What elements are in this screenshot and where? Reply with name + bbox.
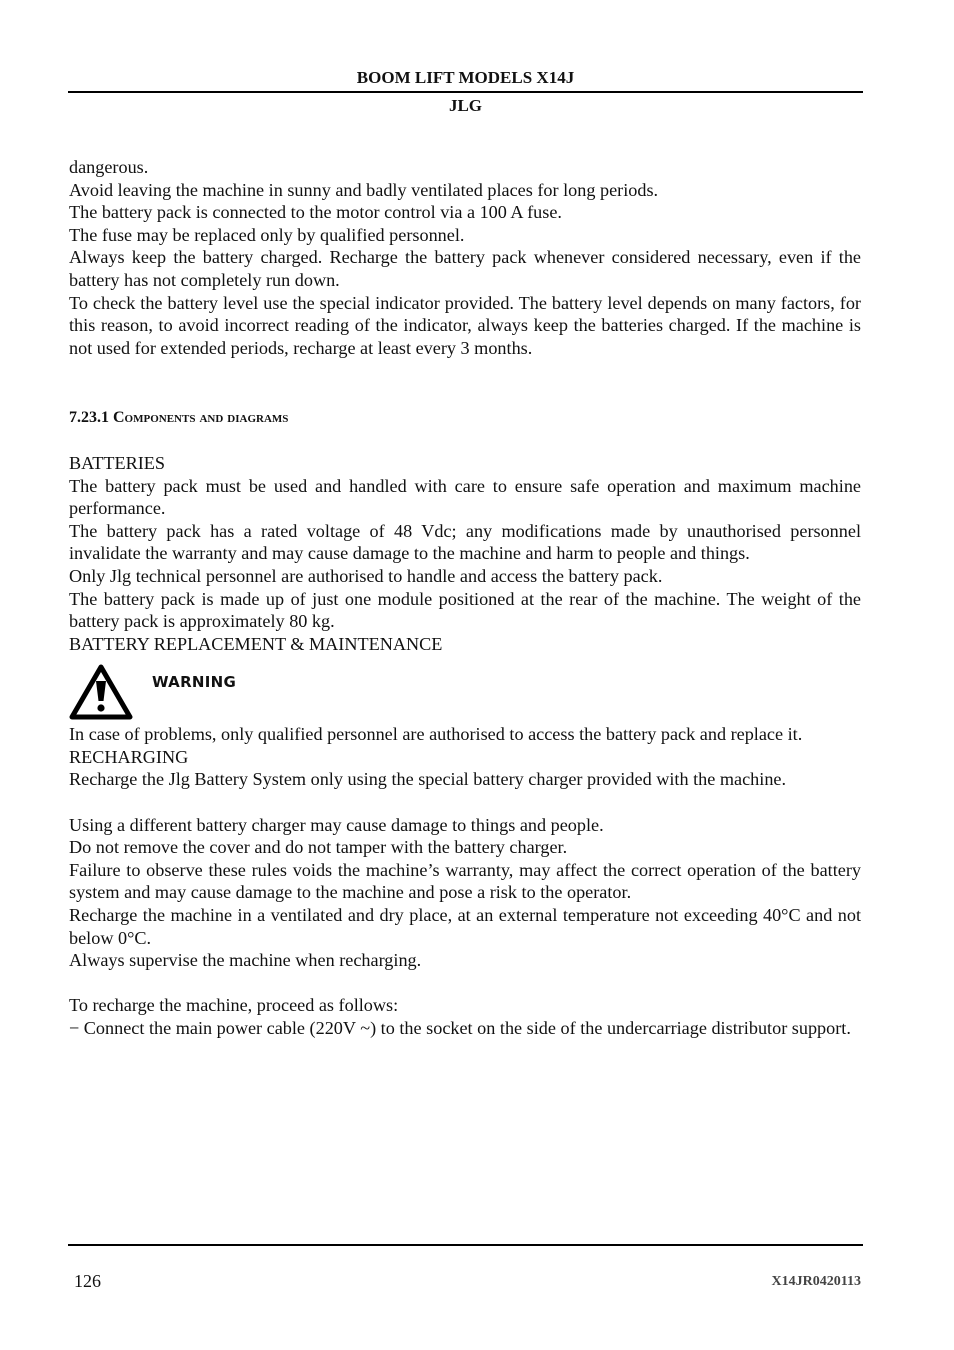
warning-triangle-icon <box>69 664 133 720</box>
footer-divider <box>68 1244 863 1246</box>
paragraph: dangerous. <box>69 157 149 177</box>
paragraph: Recharge the Jlg Battery System only using the special battery charger provided with the machine. <box>69 769 787 790</box>
paragraph: To check the battery level use the special indicator provided. The battery level depends on many factors, for this reason, to avoid incorrect reading of the indicator, always keep the batteries charged. If the machine is not used for extended periods, recharge at least every 3 months. <box>69 292 861 358</box>
paragraph: The battery pack has a rated voltage of 48 Vdc; any modifications made by unauthorised personnel invalidate the warranty and may cause damage to the machine and harm to people and things. <box>69 520 861 564</box>
list-item: − Connect the main power cable (220V ~) to the socket on the side of the undercarriage distributor support. <box>69 1018 851 1038</box>
paragraph: Using a different battery charger may cause damage to things and people. <box>69 814 604 835</box>
subheading-batteries: BATTERIES <box>69 452 165 473</box>
paragraph: Only Jlg technical personnel are authorised to handle and access the battery pack. <box>69 565 663 586</box>
section-number: 7.23.1 <box>69 409 109 427</box>
paragraph: The battery pack is connected to the motor control via a 100 A fuse. <box>69 202 562 223</box>
paragraph: To recharge the machine, proceed as follows: <box>69 995 399 1016</box>
paragraph: Recharge the machine in a ventilated and dry place, at an external temperature not exceeding 40°C and not below 0°C. <box>69 905 861 948</box>
paragraph: In case of problems, only qualified personnel are authorised to access the battery pack and replace it. <box>69 724 803 745</box>
paragraph: Always keep the battery charged. Recharge the battery pack whenever considered necessary, even if the battery has not completely run down. <box>69 247 861 290</box>
page-content <box>69 156 861 1040</box>
paragraph: Always supervise the machine when recharging. <box>69 950 422 971</box>
header-title: BOOM LIFT MODELS X14J <box>356 68 575 87</box>
section-title: Components and diagrams <box>113 409 289 427</box>
document-code: X14JR0420113 <box>771 1274 861 1289</box>
paragraph: Failure to observe these rules voids the machine’s warranty, may affect the correct operation of the battery system and may cause damage to the machine and pose a risk to the operator. <box>69 859 861 903</box>
paragraph: The battery pack is made up of just one module positioned at the rear of the machine. The weight of the battery pack is approximately 80 kg. <box>69 588 861 632</box>
warning-callout <box>69 661 861 723</box>
header-divider <box>68 91 863 93</box>
subheading-recharging: RECHARGING <box>69 746 189 767</box>
subheading-replacement: BATTERY REPLACEMENT & MAINTENANCE <box>69 633 443 654</box>
paragraph: The fuse may be replaced only by qualified personnel. <box>69 224 465 245</box>
paragraph: The battery pack must be used and handled with care to ensure safe operation and maximum machine performance. <box>69 475 861 519</box>
header-subtitle: JLG <box>448 96 483 115</box>
paragraph: Avoid leaving the machine in sunny and badly ventilated places for long periods. <box>69 179 659 200</box>
section-heading <box>69 407 861 429</box>
paragraph: Do not remove the cover and do not tamper with the battery charger. <box>69 837 568 858</box>
page-number: 126 <box>74 1271 101 1291</box>
warning-label: WARNING <box>152 672 237 691</box>
